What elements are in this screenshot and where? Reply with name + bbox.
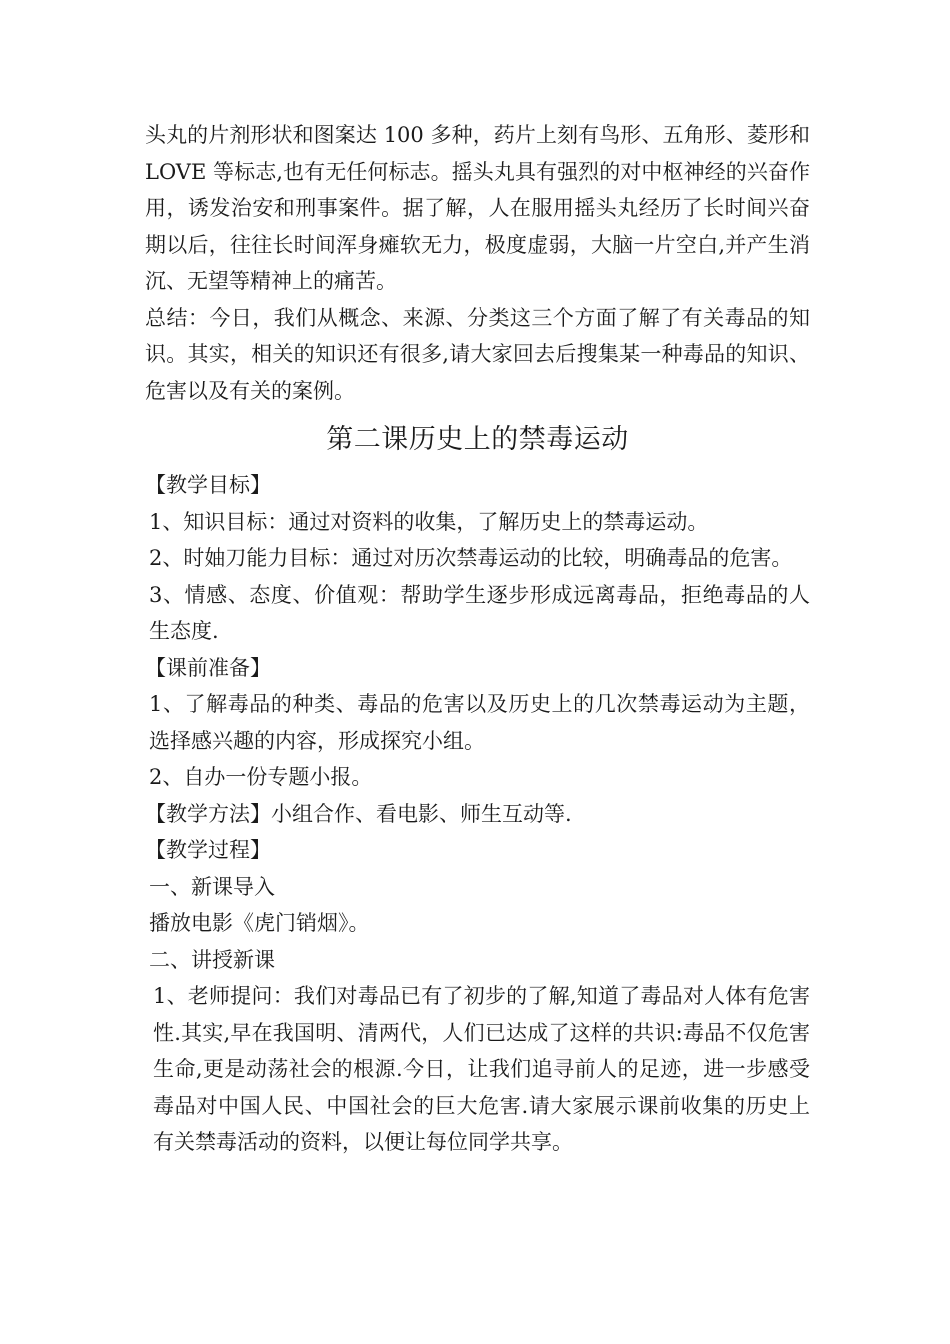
process-heading: 【教学过程】 — [145, 838, 271, 862]
goals-heading: 【教学目标】 — [145, 473, 271, 497]
process-teaching-text: 1、老师提问：我们对毒品已有了初步的了解,知道了毒品对人体有危害性.其实,早在我国明、清两代，人们已达成了这样的共识:毒品不仅危害生命,更是动荡社会的根源.今日，让我们追寻前人的足迹，进一步感受毒品对中国人民、中国社会的巨大危害.请大家展示课前收集的历史上有关禁毒活动的资料，以便让每位同学共享。 — [153, 984, 810, 1154]
prep-heading: 【课前准备】 — [145, 655, 271, 680]
process-intro-text: 播放电影《虎门销烟》。 — [149, 911, 370, 935]
goal-item-attitude: 3、情感、态度、价值观：帮助学生逐步形成远离毒品，拒绝毒品的人生态度. — [149, 582, 810, 643]
goal-item-ability: 2、时妯刀能力目标：通过对历次禁毒运动的比较，明确毒品的危害。 — [149, 546, 793, 570]
method-line: 【教学方法】小组合作、看电影、师生互动等. — [145, 801, 572, 826]
goal-item-knowledge: 1、知识目标：通过对资料的收集，了解历史上的禁毒运动。 — [149, 509, 709, 534]
paragraph-summary: 总结：今日，我们从概念、来源、分类这三个方面了解了有关毒品的知识。其实，相关的知识还有很多,请大家回去后搜集某一种毒品的知识、危害以及有关的案例。 — [145, 305, 810, 403]
paragraph-ecstasy-description: 头丸的片剂形状和图案达 100 多种，药片上刻有鸟形、五角形、菱形和 LOVE 等标志,也有无任何标志。摇头丸具有强烈的对中枢神经的兴奋作用，诱发治安和刑事案件。据了解，人在服用摇头丸经历了长时间兴奋期以后，往往长时间浑身瘫软无力，极度虚弱，大脑一片空白,并产生消沉、无望等精神上的痛苦。 — [145, 123, 810, 293]
lesson-title: 第二课历史上的禁毒运动 — [326, 424, 629, 455]
prep-item-1: 1、了解毒品的种类、毒品的危害以及历史上的几次禁毒运动为主题，选择感兴趣的内容，形成探究小组。 — [149, 692, 810, 753]
prep-item-2: 2、自办一份专题小报。 — [149, 765, 373, 789]
process-section-teaching: 二、讲授新课 — [149, 947, 275, 972]
process-section-intro: 一、新课导入 — [149, 874, 275, 899]
document-body — [145, 117, 810, 1161]
